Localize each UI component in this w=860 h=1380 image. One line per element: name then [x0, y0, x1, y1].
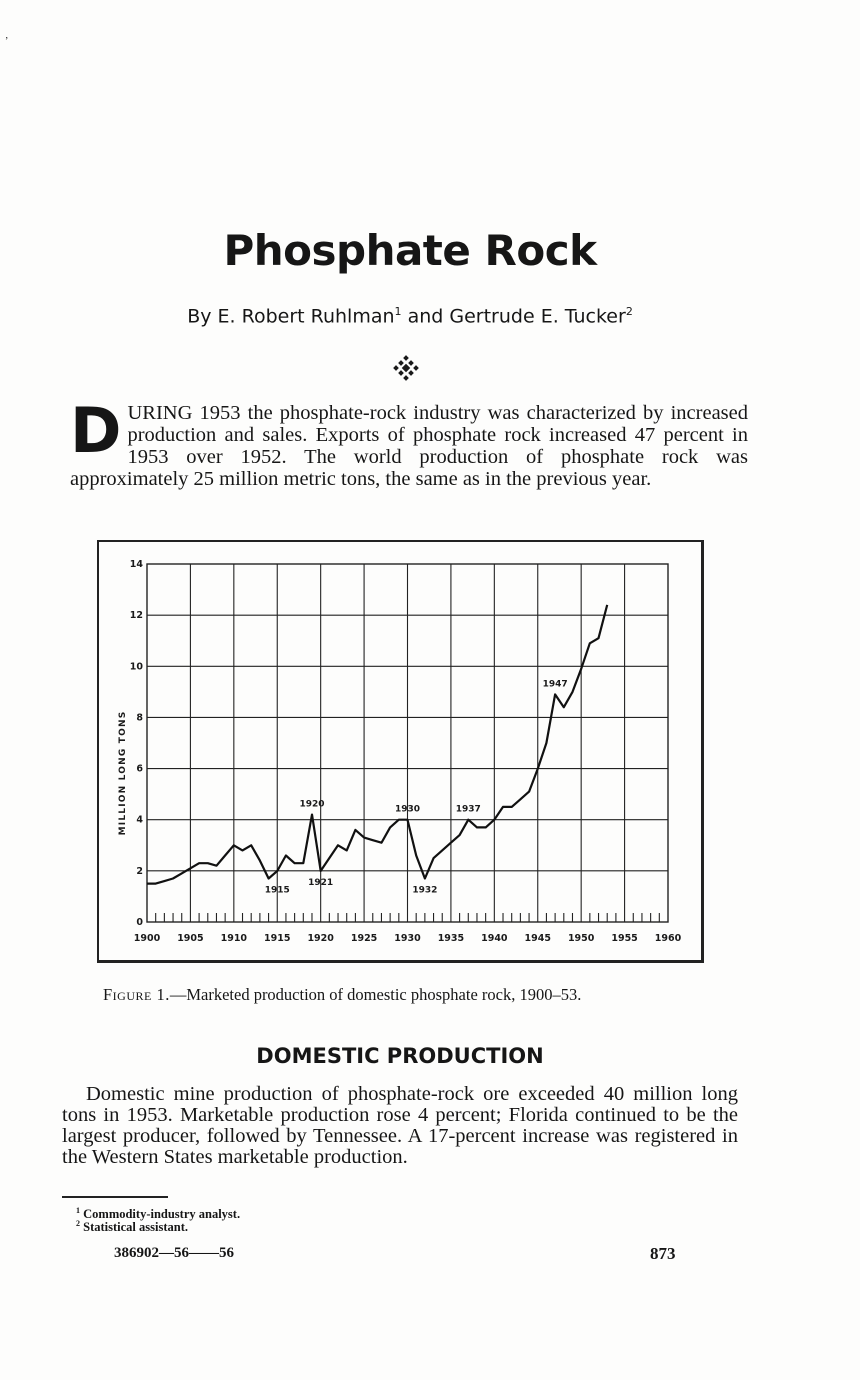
footnote-1-number: 1: [76, 1206, 80, 1215]
footnote-ref-2: 2: [625, 305, 633, 318]
y-tick-label: 0: [136, 917, 143, 928]
x-tick-label: 1910: [220, 933, 248, 944]
figure-caption-text: —Marketed production of domestic phosphate rock, 1900–53.: [169, 985, 582, 1004]
y-axis-label: MILLION LONG TONS: [118, 710, 128, 836]
y-tick-label: 10: [129, 661, 143, 673]
x-tick-label: 1950: [567, 933, 595, 944]
y-tick-label: 12: [129, 610, 143, 622]
byline-prefix: By: [187, 305, 212, 328]
article-title: Phosphate Rock: [223, 226, 597, 275]
footnote-2: [76, 1219, 188, 1235]
print-code: 386902—56——56: [114, 1245, 234, 1261]
ornament-icon: [393, 355, 419, 381]
figure-label: Figure 1.: [103, 985, 170, 1004]
margin-speck: ʼ: [5, 36, 9, 47]
x-tick-label: 1900: [133, 933, 161, 944]
footnote-2-number: 2: [76, 1219, 80, 1228]
x-tick-label: 1930: [394, 933, 421, 944]
annotation-label: 1921: [308, 877, 334, 888]
drop-cap: D: [70, 394, 122, 467]
annotation-label: 1937: [455, 804, 481, 815]
x-tick-label: 1955: [611, 933, 638, 944]
footnote-ref-1: 1: [394, 305, 402, 318]
production-chart: [97, 540, 704, 963]
author-2: Gertrude E. Tucker: [449, 305, 626, 328]
annotation-label: 1915: [264, 885, 290, 896]
footnote-1-text: Commodity-industry analyst.: [83, 1207, 241, 1222]
y-tick-label: 4: [136, 814, 143, 826]
byline: [0, 305, 820, 327]
annotation-label: 1932: [412, 885, 438, 896]
footnote-2-text: Statistical assistant.: [83, 1220, 188, 1235]
section-paragraph: Domestic mine production of phosphate-rock ore exceeded 40 million long tons in 1953. Marketable production rose 4 percent; Florida continued to be the largest producer, followed by Tennessee. A 17-percent increase was registered in the Western States marketable production.: [62, 1083, 738, 1168]
x-tick-label: 1960: [654, 933, 682, 944]
intro-text: URING 1953 the phosphate-rock industry was characterized by increased production and sales. Exports of phosphate rock increased 47 percent in 1953 over 1952. The world production of phosphate rock was approximately 25 million metric tons, the same as in the previous year.: [70, 402, 748, 490]
annotation-label: 1920: [299, 799, 325, 810]
section-heading: DOMESTIC PRODUCTION: [256, 1044, 544, 1068]
byline-joiner: and: [407, 305, 444, 328]
x-tick-label: 1905: [177, 933, 204, 944]
author-1: E. Robert Ruhlman: [217, 305, 395, 328]
y-tick-label: 2: [136, 865, 143, 877]
x-tick-label: 1945: [524, 933, 551, 944]
x-tick-label: 1940: [481, 933, 508, 944]
footnote-rule: [62, 1196, 168, 1198]
page-number: 873: [650, 1244, 676, 1263]
figure-caption: [103, 985, 581, 1005]
y-tick-label: 8: [136, 712, 143, 724]
x-tick-label: 1935: [437, 933, 465, 944]
y-tick-label: 6: [136, 763, 143, 775]
annotation-label: 1947: [542, 679, 568, 690]
y-tick-label: 14: [129, 559, 143, 570]
x-tick-label: 1920: [307, 933, 334, 944]
annotation-label: 1930: [394, 804, 421, 815]
x-tick-label: 1925: [350, 933, 378, 944]
x-tick-label: 1915: [264, 933, 291, 944]
intro-paragraph: [70, 394, 748, 490]
